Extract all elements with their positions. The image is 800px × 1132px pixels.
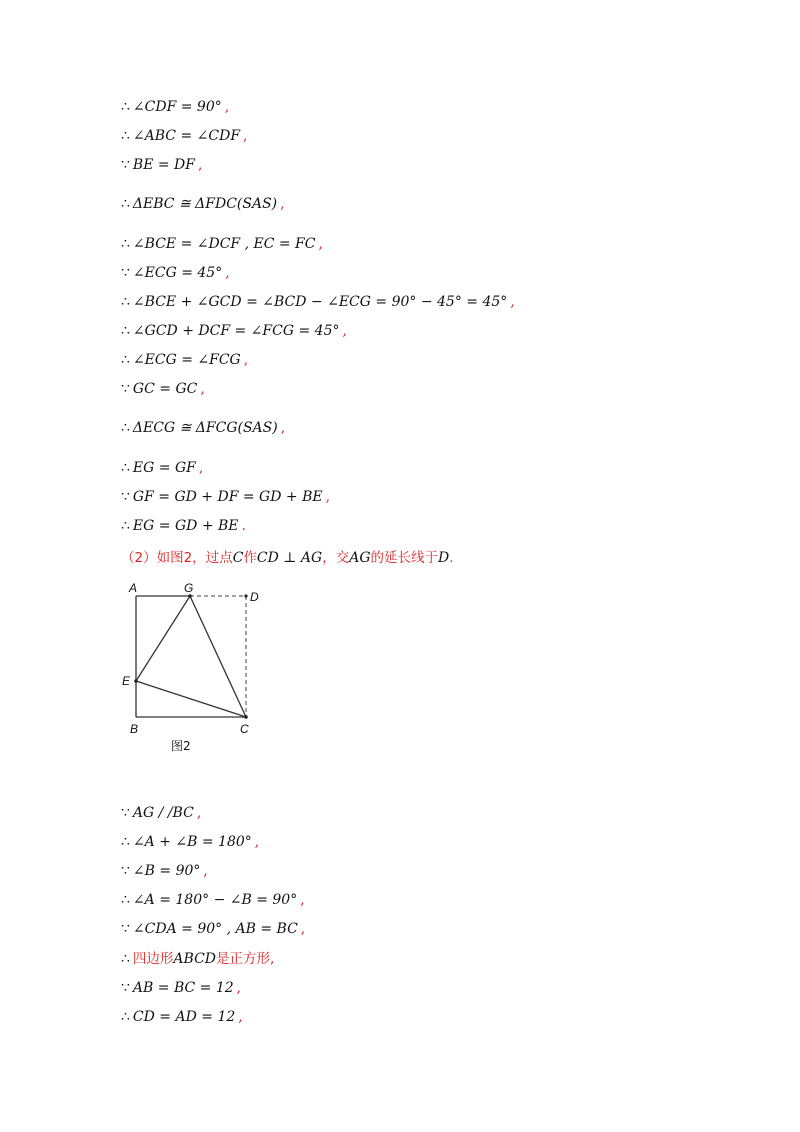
heading-math: AG bbox=[349, 550, 371, 566]
therefore-symbol: ∴ bbox=[121, 294, 130, 310]
heading-text: ，交 bbox=[322, 550, 350, 566]
punctuation: , bbox=[510, 294, 515, 310]
label-E: E bbox=[122, 674, 131, 688]
therefore-symbol: ∴ bbox=[121, 518, 130, 534]
equation: ∠A + ∠B = 180° bbox=[132, 834, 252, 850]
punctuation: , bbox=[325, 489, 331, 505]
punctuation: , bbox=[300, 921, 306, 937]
equation: AG / /BC bbox=[132, 805, 194, 821]
label-G: G bbox=[184, 581, 194, 595]
therefore-symbol: ∴ bbox=[121, 951, 130, 967]
proof-line bbox=[121, 380, 205, 398]
square-text: 是正方形, bbox=[216, 951, 275, 967]
proof-line bbox=[121, 419, 285, 437]
proof-line bbox=[121, 264, 230, 282]
label-A: A bbox=[129, 581, 138, 595]
equation: AB = BC = 12 bbox=[132, 980, 234, 996]
proof-line bbox=[121, 920, 305, 938]
therefore-symbol: ∴ bbox=[121, 352, 130, 368]
because-symbol: ∵ bbox=[121, 265, 130, 281]
equation: BE = DF bbox=[132, 157, 195, 173]
proof-line bbox=[121, 195, 285, 213]
proof-line bbox=[121, 156, 202, 174]
figure-background bbox=[118, 580, 278, 770]
punctuation: , bbox=[318, 236, 323, 252]
proof-line bbox=[121, 1008, 243, 1026]
proof-line-square bbox=[121, 950, 274, 968]
point-C bbox=[244, 715, 248, 719]
because-symbol: ∵ bbox=[121, 381, 130, 397]
punctuation: , bbox=[300, 892, 305, 908]
punctuation: , bbox=[280, 420, 286, 436]
proof-line bbox=[121, 891, 305, 909]
proof-line bbox=[121, 833, 259, 851]
equation: ∠BCE + ∠GCD = ∠BCD − ∠ECG = 90° − 45° = 45° bbox=[132, 294, 508, 310]
punctuation: , bbox=[243, 128, 248, 144]
heading-math: C bbox=[232, 550, 244, 566]
therefore-symbol: ∴ bbox=[121, 834, 130, 850]
equation: ∠CDA = 90° , AB = BC bbox=[132, 921, 298, 937]
therefore-symbol: ∴ bbox=[121, 892, 130, 908]
punctuation: , bbox=[254, 834, 260, 850]
equation: ΔEBC ≅ ΔFDC(SAS) bbox=[132, 196, 278, 212]
therefore-symbol: ∴ bbox=[121, 1009, 130, 1025]
part2-heading bbox=[121, 549, 454, 567]
equation: ∠ABC = ∠CDF bbox=[132, 128, 241, 144]
punctuation: , bbox=[236, 980, 242, 996]
geometry-figure bbox=[118, 580, 278, 770]
therefore-symbol: ∴ bbox=[121, 323, 130, 339]
because-symbol: ∵ bbox=[121, 805, 130, 821]
punctuation: , bbox=[198, 460, 204, 476]
proof-line bbox=[121, 235, 323, 253]
square-text: 四边形 bbox=[132, 951, 174, 967]
heading-math: CD ⊥ AG bbox=[256, 550, 323, 566]
because-symbol: ∵ bbox=[121, 921, 130, 937]
square-name: ABCD bbox=[173, 951, 217, 967]
because-symbol: ∵ bbox=[121, 980, 130, 996]
equation: ∠A = 180° − ∠B = 90° bbox=[132, 892, 298, 908]
therefore-symbol: ∴ bbox=[121, 460, 130, 476]
equation: ∠ECG = ∠FCG bbox=[132, 352, 241, 368]
label-D: D bbox=[250, 590, 259, 604]
proof-line bbox=[121, 979, 241, 997]
punctuation: , bbox=[280, 196, 285, 212]
punctuation: , bbox=[243, 352, 249, 368]
proof-line bbox=[121, 98, 229, 116]
heading-text: 作 bbox=[243, 550, 257, 566]
therefore-symbol: ∴ bbox=[121, 99, 130, 115]
punctuation: , bbox=[238, 1009, 243, 1025]
proof-line bbox=[121, 488, 330, 506]
because-symbol: ∵ bbox=[121, 863, 130, 879]
therefore-symbol: ∴ bbox=[121, 196, 130, 212]
equation: CD = AD = 12 bbox=[132, 1009, 236, 1025]
heading-text: . bbox=[449, 550, 454, 566]
proof-line bbox=[121, 351, 248, 369]
therefore-symbol: ∴ bbox=[121, 420, 130, 436]
punctuation: , bbox=[224, 99, 230, 115]
proof-line bbox=[121, 459, 203, 477]
punctuation: , bbox=[198, 157, 203, 173]
equation: ∠B = 90° bbox=[132, 863, 201, 879]
punctuation: , bbox=[225, 265, 230, 281]
equation: GC = GC bbox=[132, 381, 198, 397]
equation: EG = GD + BE bbox=[132, 518, 239, 534]
punctuation: . bbox=[241, 518, 246, 534]
proof-line bbox=[121, 127, 248, 145]
punctuation: , bbox=[203, 863, 208, 879]
equation: ∠ECG = 45° bbox=[132, 265, 223, 281]
figure-caption: 图2 bbox=[171, 739, 191, 753]
heading-text: （2）如图2，过点 bbox=[121, 550, 233, 566]
proof-line bbox=[121, 293, 515, 311]
proof-line bbox=[121, 862, 208, 880]
because-symbol: ∵ bbox=[121, 157, 130, 173]
because-symbol: ∵ bbox=[121, 489, 130, 505]
point-E bbox=[134, 679, 138, 683]
punctuation: , bbox=[200, 381, 205, 397]
punctuation: , bbox=[196, 805, 202, 821]
proof-line bbox=[121, 804, 201, 822]
equation: ΔECG ≅ ΔFCG(SAS) bbox=[132, 420, 278, 436]
equation: ∠BCE = ∠DCF , EC = FC bbox=[132, 236, 316, 252]
label-B: B bbox=[130, 722, 139, 736]
punctuation: , bbox=[342, 323, 347, 339]
heading-text: 的延长线于 bbox=[370, 550, 438, 566]
point-D bbox=[244, 594, 247, 597]
label-C: C bbox=[240, 722, 249, 736]
proof-line bbox=[121, 322, 347, 340]
equation: GF = GD + DF = GD + BE bbox=[132, 489, 323, 505]
proof-line bbox=[121, 517, 246, 535]
heading-math: D bbox=[438, 550, 450, 566]
therefore-symbol: ∴ bbox=[121, 236, 130, 252]
therefore-symbol: ∴ bbox=[121, 128, 130, 144]
equation: ∠GCD + DCF = ∠FCG = 45° bbox=[132, 323, 340, 339]
equation: EG = GF bbox=[132, 460, 196, 476]
equation: ∠CDF = 90° bbox=[132, 99, 222, 115]
